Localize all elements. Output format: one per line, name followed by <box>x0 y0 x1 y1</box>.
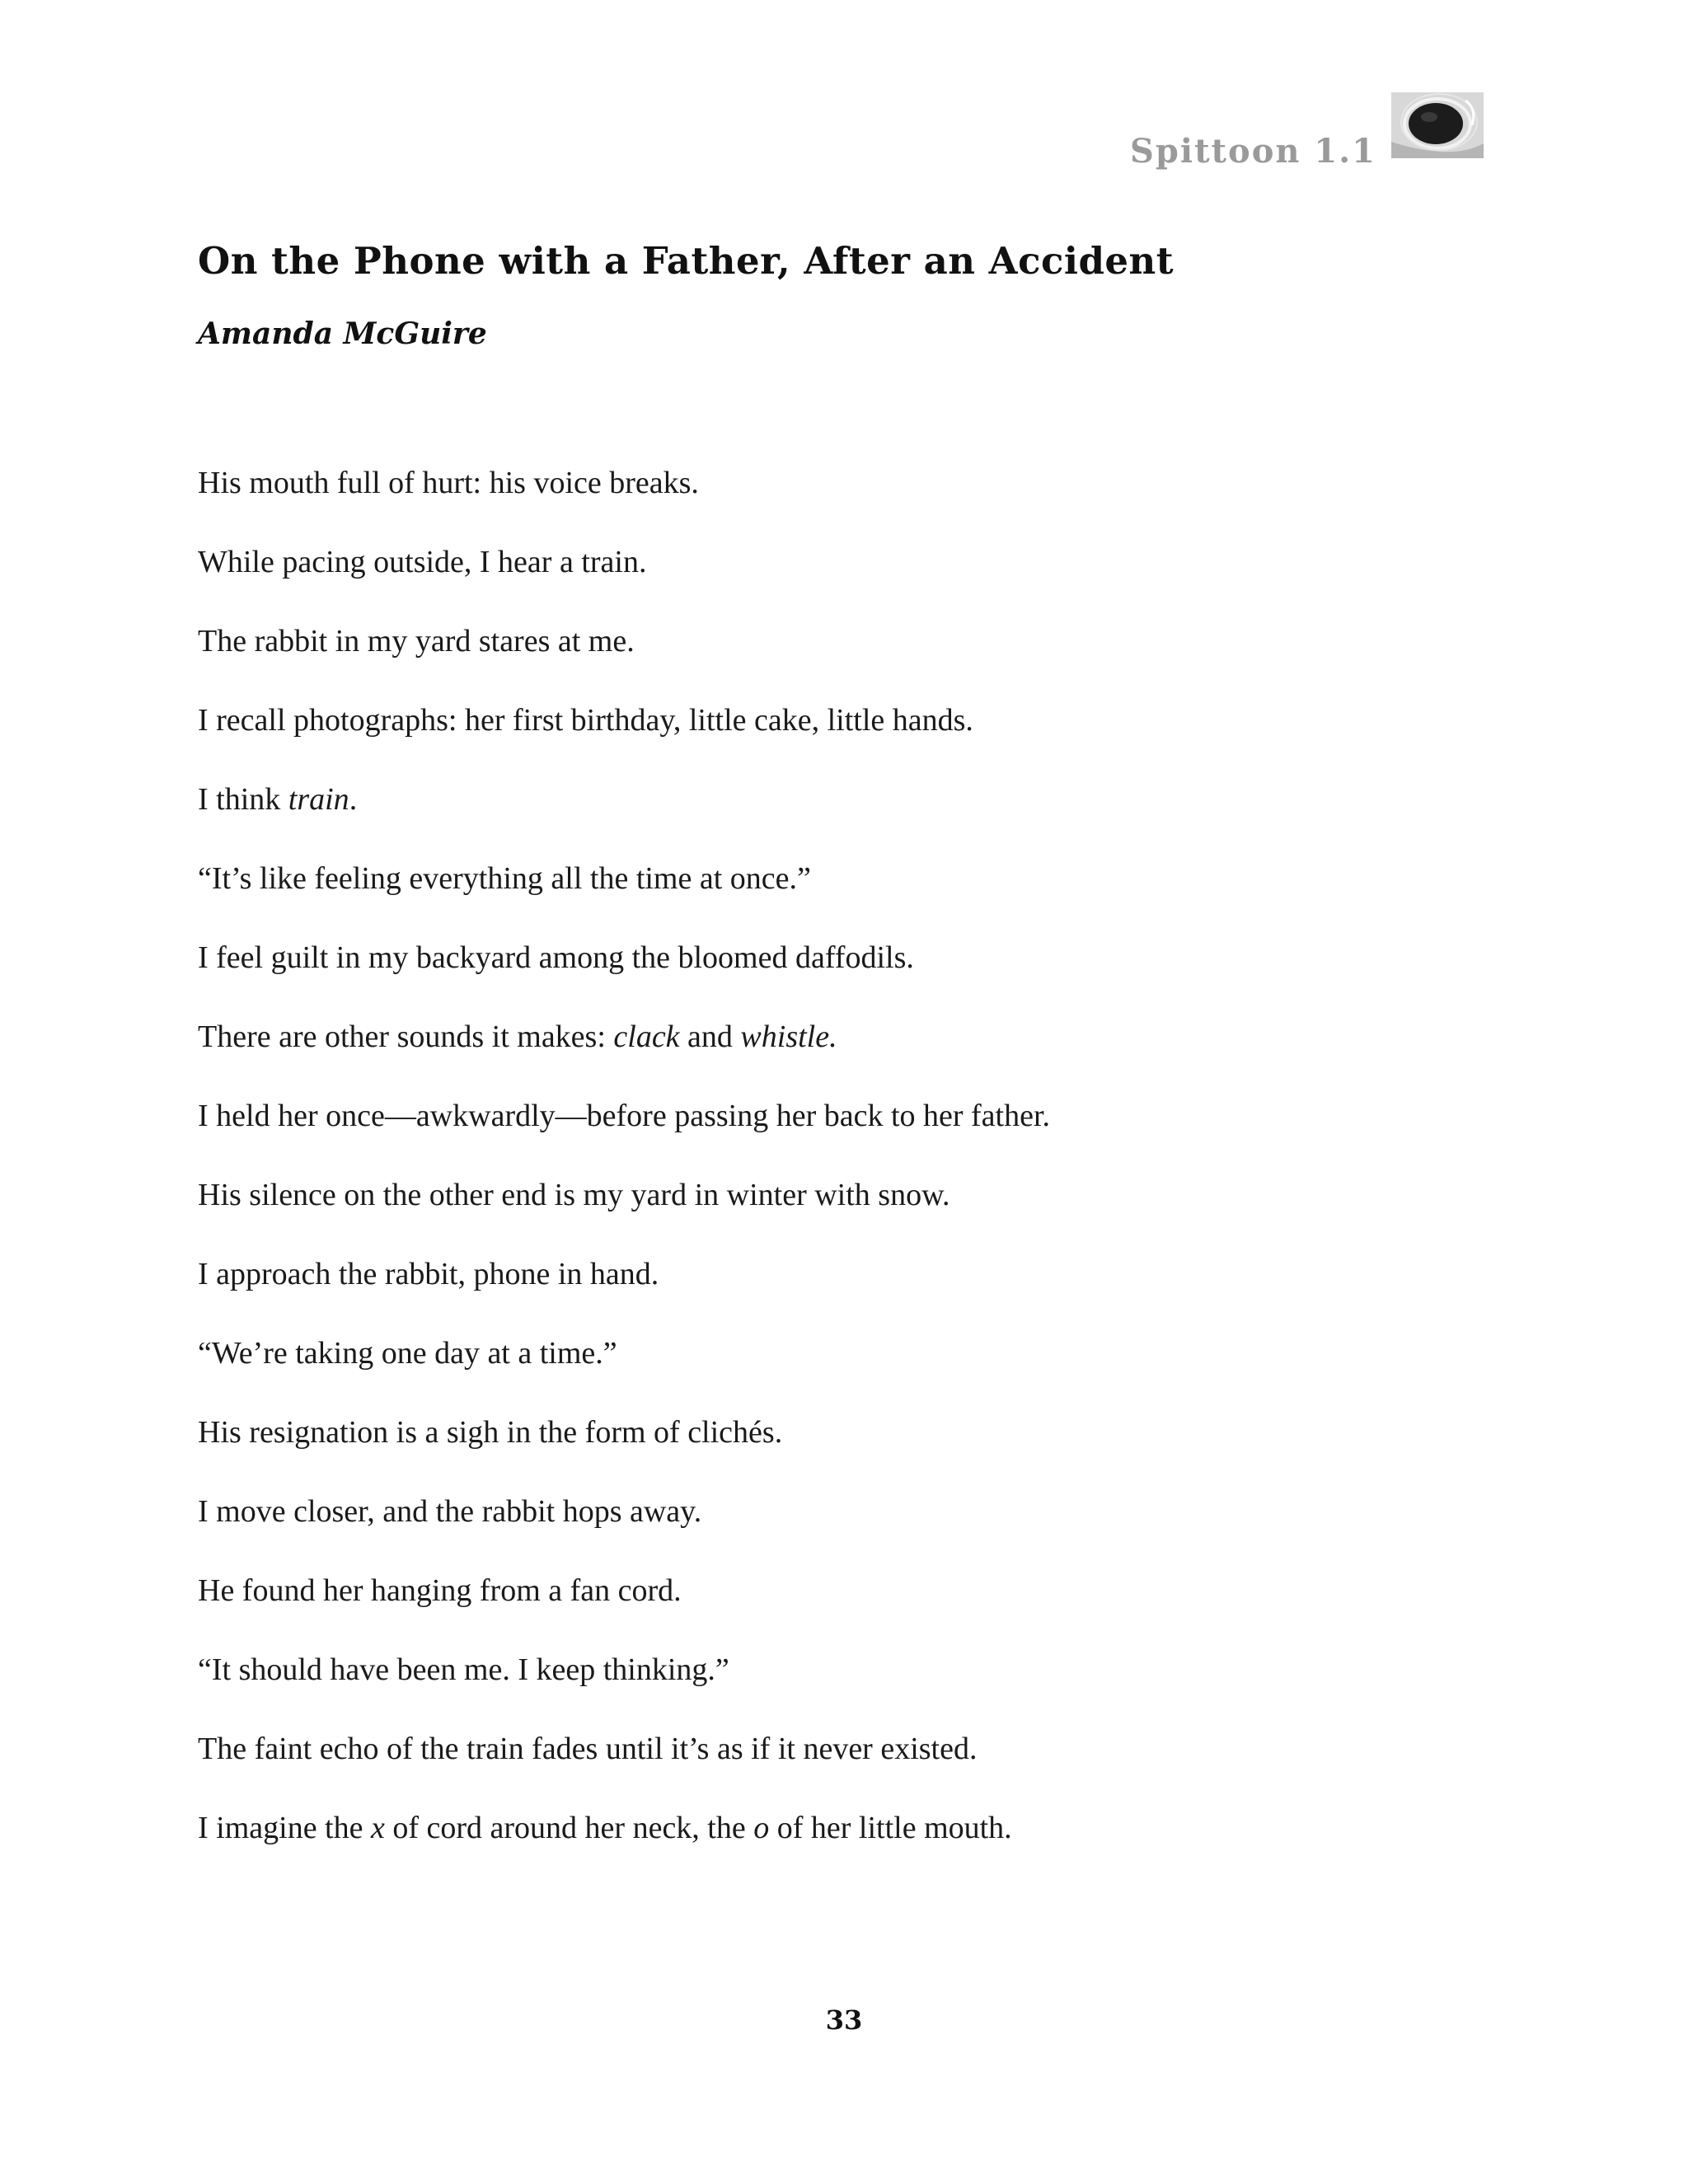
poem-line-segment: I feel guilt in my backyard among the bloomed daffodils. <box>198 940 914 975</box>
poem-line-segment: I approach the rabbit, phone in hand. <box>198 1257 659 1291</box>
poem-line <box>198 1249 1517 1329</box>
page-number: 33 <box>825 2004 863 2036</box>
ink-blot-logo-icon <box>1391 92 1484 158</box>
poem-line-segment: “We’re taking one day at a time.” <box>198 1336 617 1371</box>
poem-line <box>198 1803 1517 1882</box>
poem-line <box>198 1724 1517 1803</box>
poem-title: On the Phone with a Father, After an Accident <box>198 239 1175 283</box>
poem-body <box>198 458 1517 1882</box>
poem-line-italic-segment: o <box>753 1811 770 1845</box>
poem-line-segment: His silence on the other end is my yard in winter with snow. <box>198 1178 950 1212</box>
poem-line-segment: I imagine the <box>198 1811 371 1845</box>
poem-line <box>198 1566 1517 1645</box>
poem-line <box>198 458 1517 537</box>
poem-line <box>198 933 1517 1012</box>
poem-line <box>198 775 1517 854</box>
poem-line-italic-segment: x <box>370 1811 385 1845</box>
poem-line <box>198 1170 1517 1249</box>
poem-line-segment: He found her hanging from a fan cord. <box>198 1573 682 1608</box>
poem-line-segment: There are other sounds it makes: <box>198 1019 614 1054</box>
poem-line-italic-segment: clack <box>613 1019 680 1054</box>
poem-line <box>198 1329 1517 1408</box>
poem-line-segment: “It should have been me. I keep thinking.” <box>198 1652 729 1687</box>
poem-line <box>198 1645 1517 1724</box>
poem-line <box>198 1487 1517 1566</box>
poem-line-segment: While pacing outside, I hear a train. <box>198 545 647 579</box>
poem-line-segment: His mouth full of hurt: his voice breaks. <box>198 466 699 500</box>
poem-line-italic-segment: whistle. <box>740 1019 837 1054</box>
poem-line-segment: His resignation is a sigh in the form of clichés. <box>198 1415 783 1450</box>
poem-line-segment: The rabbit in my yard stares at me. <box>198 624 635 658</box>
poem-line-segment: of cord around her neck, the <box>384 1811 754 1845</box>
poem-line-segment: I think <box>198 782 288 817</box>
poem-line-segment: of her little mouth. <box>769 1811 1012 1845</box>
poem-line <box>198 696 1517 775</box>
poem-line-italic-segment: train <box>288 782 349 817</box>
poem-line <box>198 854 1517 933</box>
poem-line-segment: I held her once—awkwardly—before passing her back to her father. <box>198 1099 1051 1133</box>
poem-line-segment: “It’s like feeling everything all the time at once.” <box>198 861 811 896</box>
poem-line <box>198 1012 1517 1091</box>
poem-line <box>198 537 1517 616</box>
poem-line <box>198 1091 1517 1170</box>
running-header <box>907 92 1484 171</box>
poem-line-segment: I move closer, and the rabbit hops away. <box>198 1494 702 1529</box>
poem-line-segment: I recall photographs: her first birthday, little cake, little hands. <box>198 703 973 738</box>
poem-line-segment: and <box>679 1019 741 1054</box>
poem-line-segment: . <box>349 782 358 817</box>
poem-line <box>198 616 1517 696</box>
poem-author: Amanda McGuire <box>198 316 487 351</box>
poem-line-segment: The faint echo of the train fades until it’s as if it never existed. <box>198 1732 978 1766</box>
poem-line <box>198 1408 1517 1487</box>
journal-name: Spittoon 1.1 <box>1130 132 1376 171</box>
